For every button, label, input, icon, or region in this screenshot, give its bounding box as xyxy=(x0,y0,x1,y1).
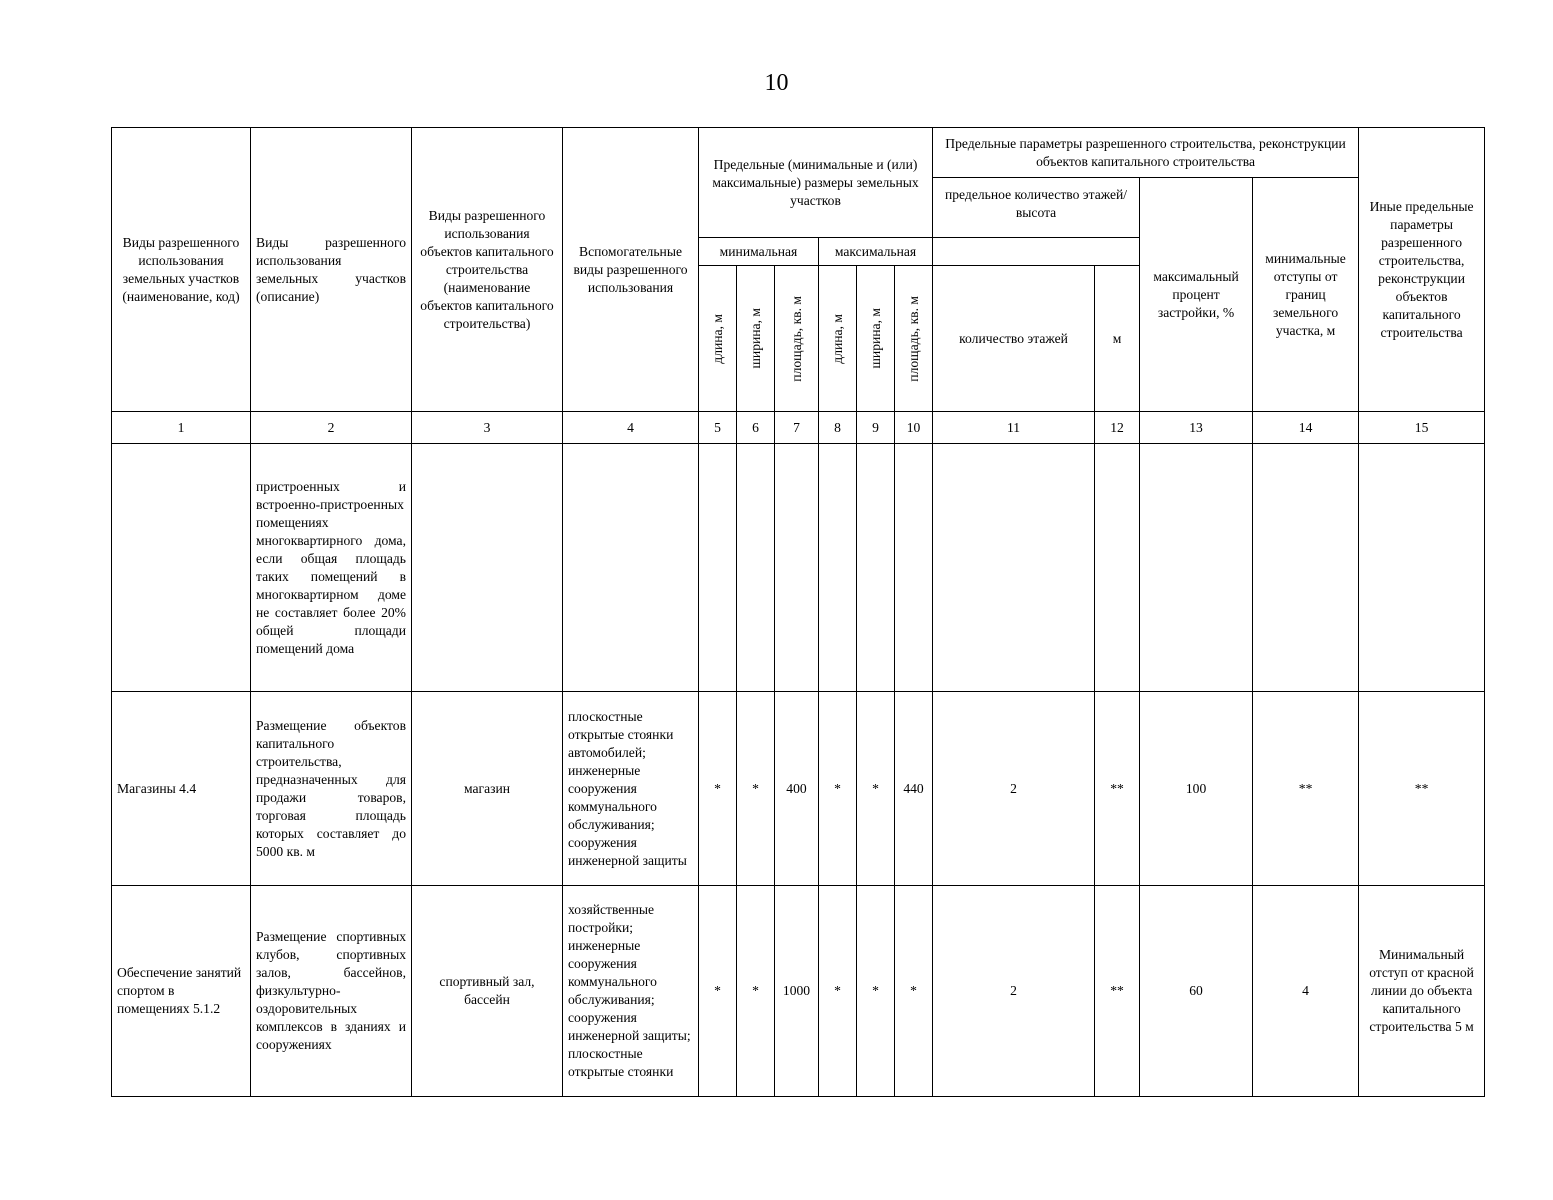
header-meters: м xyxy=(1095,266,1140,412)
header-size-group: Предельные (минимальные и (или) максимальные) размеры земельных участков xyxy=(699,128,933,238)
column-number: 13 xyxy=(1140,412,1253,444)
cell-floors: 2 xyxy=(933,692,1095,886)
cell-min-length xyxy=(699,444,737,692)
column-number: 4 xyxy=(563,412,699,444)
column-number: 2 xyxy=(251,412,412,444)
header-min-length: длина, м xyxy=(699,266,737,412)
table-row xyxy=(112,444,1485,692)
header-max-group: максимальная xyxy=(819,238,933,266)
cell-auxiliary-use: хозяйственные постройки; инженерные сооружения коммунального обслуживания; сооружения инженерной защиты; плоскостные открытые стоянки xyxy=(563,886,699,1097)
cell-min-area: 400 xyxy=(775,692,819,886)
cell-min-setback xyxy=(1253,444,1359,692)
page-number: 10 xyxy=(764,70,789,96)
column-number: 8 xyxy=(819,412,857,444)
header-max-width: ширина, м xyxy=(857,266,895,412)
header-params-group: Предельные параметры разрешенного строительства, реконструкции объектов капитального строительства xyxy=(933,128,1359,178)
cell-min-width: * xyxy=(737,692,775,886)
column-number: 9 xyxy=(857,412,895,444)
cell-other-params: ** xyxy=(1359,692,1485,886)
cell-object-kind xyxy=(412,444,563,692)
cell-min-width xyxy=(737,444,775,692)
header-max-length: длина, м xyxy=(819,266,857,412)
header-max-area: площадь, кв. м xyxy=(895,266,933,412)
column-number: 5 xyxy=(699,412,737,444)
cell-auxiliary-use xyxy=(563,444,699,692)
header-floors-spacer xyxy=(933,238,1140,266)
cell-floors xyxy=(933,444,1095,692)
column-number: 3 xyxy=(412,412,563,444)
cell-height-m: ** xyxy=(1095,886,1140,1097)
cell-max-width: * xyxy=(857,886,895,1097)
column-number: 14 xyxy=(1253,412,1359,444)
header-row xyxy=(112,128,1485,178)
cell-max-percent: 60 xyxy=(1140,886,1253,1097)
column-number-row xyxy=(112,412,1485,444)
cell-max-width xyxy=(857,444,895,692)
header-min-group: минимальная xyxy=(699,238,819,266)
header-col4: Вспомогательные виды разрешенного использования xyxy=(563,128,699,412)
header-min-area: площадь, кв. м xyxy=(775,266,819,412)
cell-min-area: 1000 xyxy=(775,886,819,1097)
cell-use-description: пристроенных и встроенно-пристроенных помещениях многоквартирного дома, если общая площадь таких помещений в многоквартирном доме не составляет более 20% общей площади помещений дома xyxy=(251,444,412,692)
column-number: 11 xyxy=(933,412,1095,444)
cell-object-kind: спортивный зал, бассейн xyxy=(412,886,563,1097)
column-number: 12 xyxy=(1095,412,1140,444)
table-row xyxy=(112,692,1485,886)
land-use-regulations-table xyxy=(111,127,1485,1097)
column-number: 6 xyxy=(737,412,775,444)
cell-max-area xyxy=(895,444,933,692)
table-row xyxy=(112,886,1485,1097)
header-floors-count: количество этажей xyxy=(933,266,1095,412)
column-number: 15 xyxy=(1359,412,1485,444)
cell-other-params: Минимальный отступ от красной линии до объекта капитального строительства 5 м xyxy=(1359,886,1485,1097)
cell-use-description: Размещение объектов капитального строительства, предназначенных для продажи товаров, торговая площадь которых составляет до 5000 кв. м xyxy=(251,692,412,886)
cell-min-length: * xyxy=(699,692,737,886)
cell-other-params xyxy=(1359,444,1485,692)
header-min-width: ширина, м xyxy=(737,266,775,412)
column-number: 7 xyxy=(775,412,819,444)
cell-max-length: * xyxy=(819,886,857,1097)
cell-use-description: Размещение спортивных клубов, спортивных залов, бассейнов, физкультурно-оздоровительных комплексов в зданиях и сооружениях xyxy=(251,886,412,1097)
header-col2: Виды разрешенного использования земельных участков (описание) xyxy=(251,128,412,412)
cell-min-setback: 4 xyxy=(1253,886,1359,1097)
cell-max-length: * xyxy=(819,692,857,886)
cell-max-width: * xyxy=(857,692,895,886)
header-other-params: Иные предельные параметры разрешенного строительства, реконструкции объектов капитального строительства xyxy=(1359,128,1485,412)
header-max-percent: максимальный процент застройки, % xyxy=(1140,178,1253,412)
header-col3: Виды разрешенного использования объектов капитального строительства (наименование объектов капитального строительства) xyxy=(412,128,563,412)
cell-floors: 2 xyxy=(933,886,1095,1097)
cell-max-area: * xyxy=(895,886,933,1097)
cell-use-code: Обеспечение занятий спортом в помещениях 5.1.2 xyxy=(112,886,251,1097)
cell-min-width: * xyxy=(737,886,775,1097)
cell-max-percent: 100 xyxy=(1140,692,1253,886)
cell-max-area: 440 xyxy=(895,692,933,886)
cell-min-setback: ** xyxy=(1253,692,1359,886)
cell-max-percent xyxy=(1140,444,1253,692)
cell-height-m: ** xyxy=(1095,692,1140,886)
cell-min-length: * xyxy=(699,886,737,1097)
column-number: 10 xyxy=(895,412,933,444)
cell-use-code: Магазины 4.4 xyxy=(112,692,251,886)
cell-min-area xyxy=(775,444,819,692)
cell-use-code xyxy=(112,444,251,692)
cell-height-m xyxy=(1095,444,1140,692)
header-min-setback: минимальные отступы от границ земельного участка, м xyxy=(1253,178,1359,412)
cell-auxiliary-use: плоскостные открытые стоянки автомобилей; инженерные сооружения коммунального обслуживания; сооружения инженерной защиты xyxy=(563,692,699,886)
header-floors-group: предельное количество этажей/высота xyxy=(933,178,1140,238)
cell-object-kind: магазин xyxy=(412,692,563,886)
header-col1: Виды разрешенного использования земельных участков (наименование, код) xyxy=(112,128,251,412)
column-number: 1 xyxy=(112,412,251,444)
cell-max-length xyxy=(819,444,857,692)
